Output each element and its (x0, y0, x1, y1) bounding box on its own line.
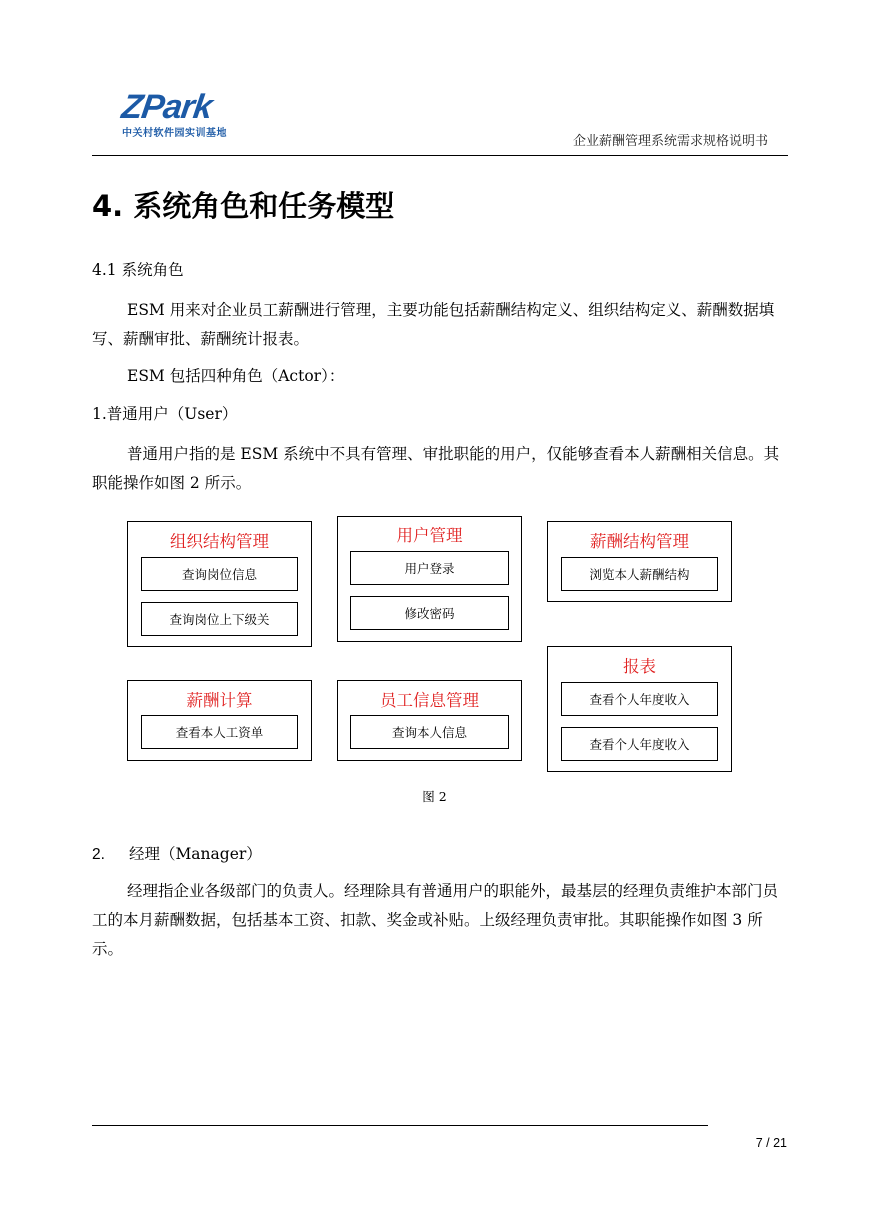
role-manager-description: 经理指企业各级部门的负责人。经理除具有普通用户的职能外，最基层的经理负责维护本部门员工的本月薪酬数据，包括基本工资、扣款、奖金或补贴。上级经理负责审批。其职能操作如图 3 所示。 (92, 882, 779, 958)
role-user-description: 普通用户指的是 ESM 系统中不具有管理、审批职能的用户，仅能够查看本人薪酬相关信息。其职能操作如图 2 所示。 (92, 445, 780, 492)
box-salary-structure (547, 521, 732, 602)
zpark-logo (119, 88, 262, 140)
function-item: 查看本人工资单 (141, 715, 298, 749)
function-item: 浏览本人薪酬结构 (561, 557, 718, 591)
logo-subtitle: 中关村软件园实训基地 (122, 128, 227, 139)
roles-paragraph: ESM 包括四种角色（Actor）： (127, 367, 345, 385)
box-title: 薪酬计算 (186, 691, 253, 710)
box-title: 报表 (623, 657, 656, 676)
function-item: 查询本人信息 (350, 715, 509, 749)
heading-number: 2. (92, 846, 105, 863)
section-heading-4-1: 4.1 系统角色 (92, 261, 184, 279)
logo-mark: ZPark (119, 88, 215, 126)
role-manager-heading (92, 840, 262, 869)
function-item: 用户登录 (350, 551, 509, 585)
box-report (547, 646, 732, 772)
chapter-title: 4. 系统角色和任务模型 (92, 189, 395, 223)
box-employee-info (337, 680, 522, 761)
box-salary-calculation (127, 680, 312, 761)
box-title: 用户管理 (396, 526, 463, 545)
footer-divider (92, 1125, 708, 1126)
box-title: 员工信息管理 (380, 691, 479, 710)
figure-caption: 图 2 (422, 789, 447, 804)
intro-paragraph: ESM 用来对企业员工薪酬进行管理，主要功能包括薪酬结构定义、组织结构定义、薪酬数据填写、薪酬审批、薪酬统计报表。 (92, 301, 775, 348)
document-title: 企业薪酬管理系统需求规格说明书 (572, 134, 768, 149)
function-item: 查看个人年度收入 (561, 727, 718, 761)
box-title: 组织结构管理 (170, 532, 269, 551)
header-divider (92, 155, 788, 156)
function-item: 修改密码 (350, 596, 509, 630)
box-user-management (337, 516, 522, 642)
function-item: 查询岗位信息 (141, 557, 298, 591)
box-title: 薪酬结构管理 (590, 532, 689, 551)
function-item: 查询岗位上下级关 (141, 602, 298, 636)
heading-text: 经理（Manager） (128, 845, 262, 863)
box-org-structure (127, 521, 312, 647)
page-number: 7 / 21 (755, 1136, 787, 1150)
function-item: 查看个人年度收入 (561, 682, 718, 716)
role-user-heading: 1.普通用户（User） (92, 405, 238, 423)
